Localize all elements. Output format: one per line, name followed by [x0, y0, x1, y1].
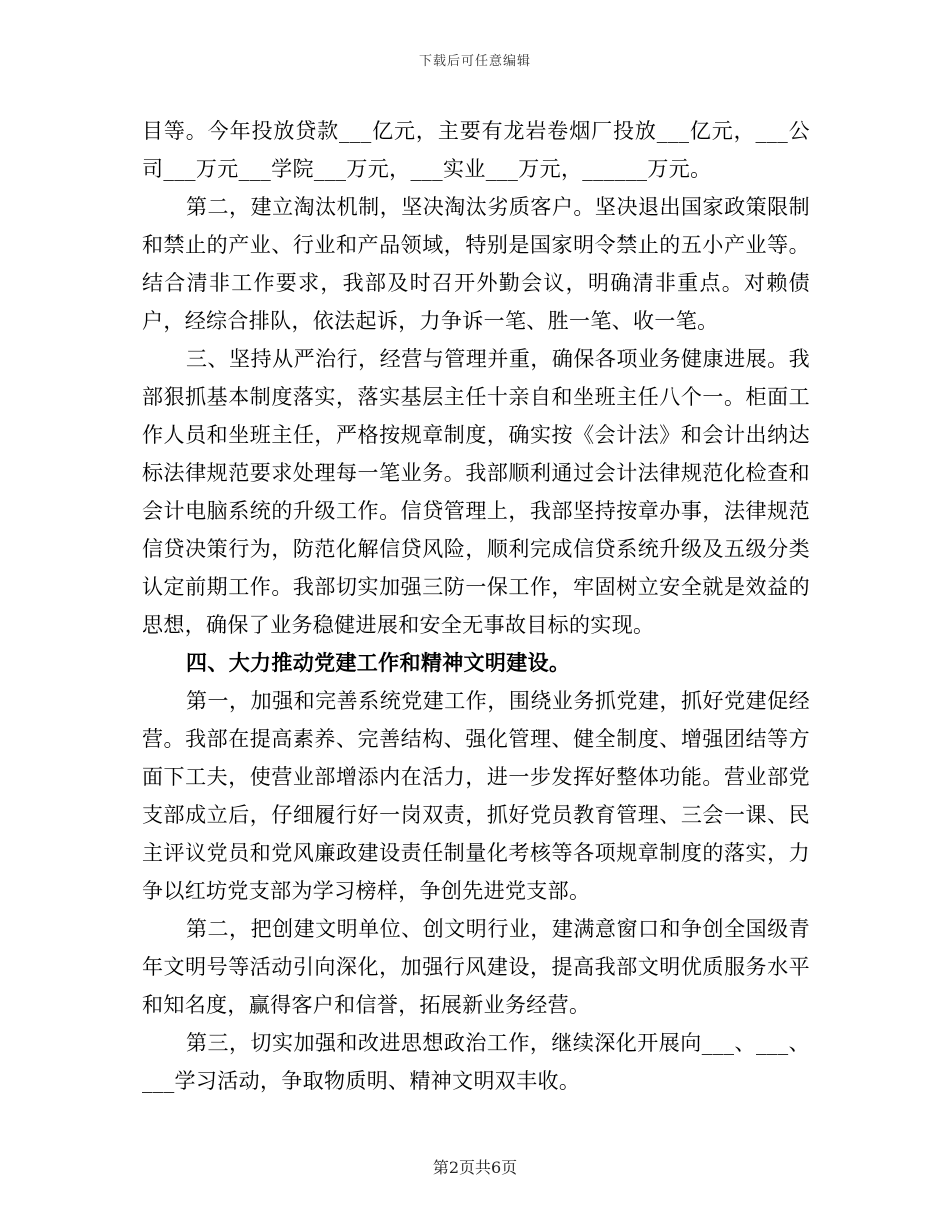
page-number: 第2页共6页: [432, 1158, 518, 1177]
page-header: 下载后可任意编辑: [418, 54, 531, 69]
paragraph-elimination-mechanism: 第二，建立淘汰机制，坚决淘汰劣质客户。坚决退出国家政策限制和禁止的产业、行业和产品领域，特别是国家明令禁止的五小产业等。结合清非工作要求，我部及时召开外勤会议，明确清非重点。对赖债户，经综合排队，依法起诉，力争诉一笔、胜一笔、收一笔。: [142, 195, 810, 333]
paragraph-strict-management: 三、坚持从严治行，经营与管理并重，确保各项业务健康进展。我部狠抓基本制度落实，落实基层主任十亲自和坐班主任八个一。柜面工作人员和坐班主任，严格按规章制度，确实按《会计法》和会计出纳达标法律规范要求处理每一笔业务。我部顺利通过会计法律规范化检查和会计电脑系统的升级工作。信贷管理上，我部坚持按章办事，法律规范信贷决策行为，防范化解信贷风险，顺利完成信贷系统升级及五级分类认定前期工作。我部切实加强三防一保工作，牢固树立安全就是效益的思想，确保了业务稳健进展和安全无事故目标的实现。: [142, 347, 810, 637]
paragraph-civilization-units: 第二，把创建文明单位、创文明行业，建满意窗口和争创全国级青年文明号等活动引向深化，加强行风建设，提高我部文明优质服务水平和知名度，赢得客户和信誉，拓展新业务经营。: [142, 917, 810, 1017]
section-heading-party-building: 四、大力推动党建工作和精神文明建设。: [186, 650, 571, 675]
paragraph-ideological-work: 第三，切实加强和改进思想政治工作，继续深化开展向___、___、___学习活动，争取物质明、精神文明双丰收。: [142, 1031, 810, 1093]
paragraph-party-work: 第一，加强和完善系统党建工作，围绕业务抓党建，抓好党建促经营。我部在提高素养、完善结构、强化管理、健全制度、增强团结等方面下工夫，使营业部增添内在活力，进一步发挥好整体功能。营业部党支部成立后，仔细履行好一岗双责，抓好党员教育管理、三会一课、民主评议党员和党风廉政建设责任制量化考核等各项规章制度的落实，力争以红坊党支部为学习榜样，争创先进党支部。: [142, 689, 810, 903]
document-body: [142, 112, 810, 1100]
paragraph-loans: 目等。今年投放贷款___亿元，主要有龙岩卷烟厂投放___亿元，___公司___万元___学院___万元，___实业___万元，______万元。: [142, 119, 810, 181]
